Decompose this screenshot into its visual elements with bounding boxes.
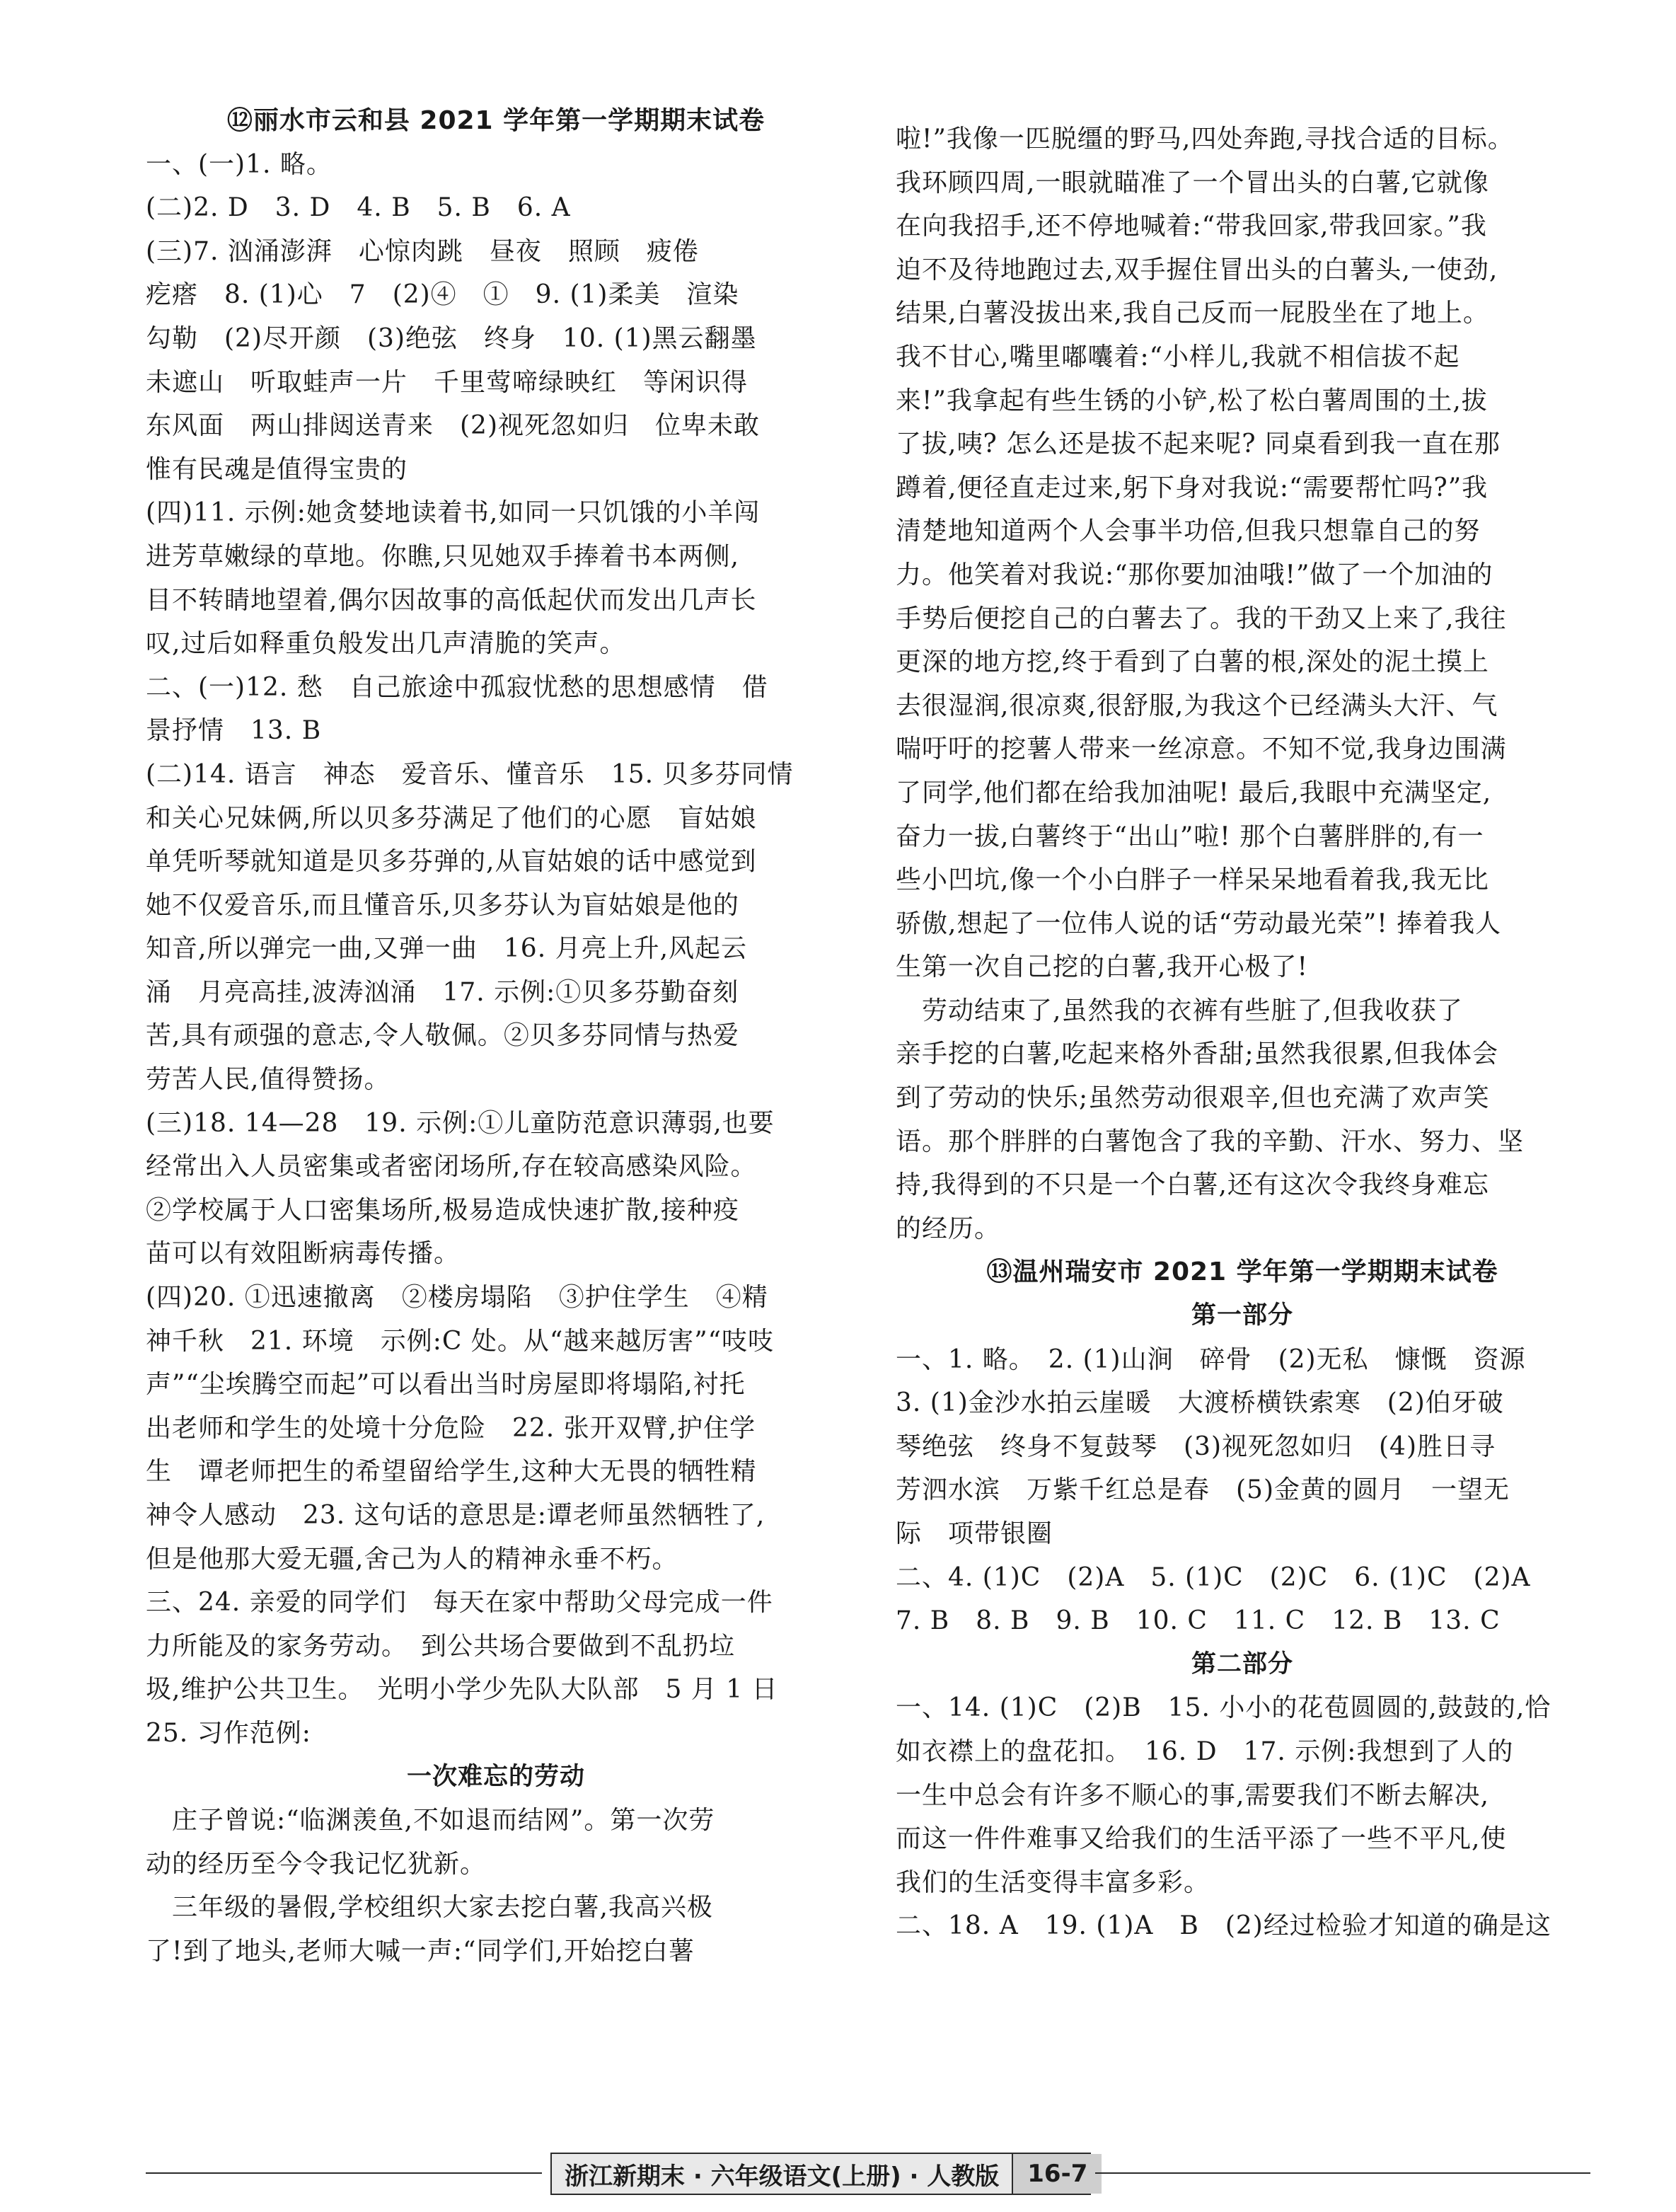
text-line: 神千秋 21. 环境 示例:C 处。从“越来越厉害”“吱吱: [146, 1326, 775, 1356]
text-line: 喘吁吁的挖薯人带来一丝凉意。不知不觉,我身边围满: [896, 735, 1507, 764]
text-line: 更深的地方挖,终于看到了白薯的根,深处的泥土摸上: [896, 647, 1489, 677]
text-line: 到了劳动的快乐;虽然劳动很艰辛,但也充满了欢声笑: [896, 1083, 1490, 1113]
text-line: 三年级的暑假,学校组织大家去挖白薯,我高兴极: [146, 1893, 713, 1923]
part-one-heading: 第一部分: [1191, 1301, 1293, 1330]
text-line: 来!”我拿起有些生锈的小铲,松了松白薯周围的土,拔: [896, 386, 1488, 415]
page-number: 16-7: [1012, 2154, 1102, 2194]
text-line: 惟有民魂是值得宝贵的: [146, 454, 408, 484]
text-line: 苗可以有效阻断病毒传播。: [146, 1239, 461, 1269]
text-line: 一生中总会有许多不顺心的事,需要我们不断去解决,: [896, 1780, 1489, 1810]
text-line: 手势后便挖自己的白薯去了。我的干劲又上来了,我往: [896, 604, 1507, 633]
text-line: 一、(一)1. 略。: [146, 149, 333, 179]
part-one-lines: [896, 1338, 1589, 1643]
text-line: 叹,过后如释重负般发出几声清脆的笑声。: [146, 629, 626, 659]
text-line: 和关心兄妹俩,所以贝多芬满足了他们的心愿 盲姑娘: [146, 803, 757, 833]
text-line: 25. 习作范例:: [146, 1718, 311, 1748]
text-line: 语。那个胖胖的白薯饱含了我的辛勤、汗水、努力、坚: [896, 1127, 1525, 1156]
text-line: 在向我招手,还不停地喊着:“带我回家,带我回家。”我: [896, 212, 1487, 241]
text-line: (四)11. 示例:她贪婪地读着书,如同一只饥饿的小羊闯: [146, 498, 761, 528]
text-line: 出老师和学生的处境十分危险 22. 张开双臂,护住学: [146, 1413, 756, 1443]
essay-continued-lines: [896, 117, 1589, 1250]
text-line: 东风面 两山排闼送青来 (2)视死忽如归 位卑未敢: [146, 411, 760, 441]
text-line: 动的经历至今令我记忆犹新。: [146, 1849, 487, 1879]
text-line: 我不甘心,嘴里嘟囔着:“小样儿,我就不相信拔不起: [896, 342, 1460, 371]
part-two-heading: 第二部分: [1191, 1649, 1293, 1678]
text-line: 劳苦人民,值得赞扬。: [146, 1065, 391, 1095]
text-line: 3. (1)金沙水拍云崖暖 大渡桥横铁索寒 (2)伯牙破: [896, 1388, 1504, 1418]
text-line: (二)14. 语言 神态 爱音乐、懂音乐 15. 贝多芬同情: [146, 759, 794, 789]
text-line: 知音,所以弹完一曲,又弹一曲 16. 月亮上升,风起云: [146, 934, 748, 964]
part-two-lines: [896, 1686, 1589, 1948]
text-line: 亲手挖的白薯,吃起来格外香甜;虽然我很累,但我体会: [896, 1039, 1499, 1069]
exam-title-12: ⑫丽水市云和县 2021 学年第一学期期末试卷: [226, 106, 765, 135]
text-line: 了同学,他们都在给我加油呢! 最后,我眼中充满坚定,: [896, 778, 1492, 807]
text-line: 劳动结束了,虽然我的衣裤有些脏了,但我收获了: [896, 996, 1463, 1025]
text-line: 三、24. 亲爱的同学们 每天在家中帮助父母完成一件: [146, 1588, 773, 1618]
text-line: 的经历。: [896, 1214, 1001, 1243]
right-column: [896, 117, 1589, 1948]
text-line: 力所能及的家务劳动。 到公共场合要做到不乱扔垃: [146, 1631, 736, 1661]
text-line: 勾勒 (2)尽开颜 (3)绝弦 终身 10. (1)黑云翻墨: [146, 323, 757, 353]
text-line: 了拔,咦? 怎么还是拔不起来呢? 同桌看到我一直在那: [896, 430, 1501, 459]
text-line: 但是他那大爱无疆,舍己为人的精神永垂不朽。: [146, 1544, 678, 1574]
text-line: 7. B 8. B 9. B 10. C 11. C 12. B 13. C: [896, 1606, 1501, 1636]
footer-book-title: 浙江新期末 · 六年级语文(上册) · 人教版: [552, 2154, 1012, 2194]
text-line: 琴绝弦 终身不复鼓琴 (3)视死忽如归 (4)胜日寻: [896, 1432, 1496, 1461]
exam-title-13: ⑬温州瑞安市 2021 学年第一学期期末试卷: [986, 1257, 1498, 1287]
text-line: 单凭听琴就知道是贝多芬弹的,从盲姑娘的话中感觉到: [146, 847, 757, 877]
text-line: 二、18. A 19. (1)A B (2)经过检验才知道的确是这: [896, 1911, 1551, 1941]
text-line: 去很湿润,很凉爽,很舒服,为我这个已经满头大汗、气: [896, 691, 1498, 720]
text-line: 神令人感动 23. 这句话的意思是:谭老师虽然牺牲了,: [146, 1501, 765, 1530]
footer-rule-left: [146, 2172, 542, 2174]
text-line: 力。他笑着对我说:“那你要加油哦!”做了一个加油的: [896, 560, 1493, 589]
text-line: 二、4. (1)C (2)A 5. (1)C (2)C 6. (1)C (2)A: [896, 1562, 1531, 1592]
text-line: 骄傲,想起了一位伟人说的话“劳动最光荣”! 捧着我人: [896, 909, 1502, 938]
text-line: 苦,具有顽强的意志,令人敬佩。②贝多芬同情与热爱: [146, 1021, 739, 1051]
text-line: 进芳草嫩绿的草地。你瞧,只见她双手捧着书本两侧,: [146, 541, 739, 571]
text-line: 了!到了地头,老师大喊一声:“同学们,开始挖白薯: [146, 1936, 695, 1966]
essay-lines: [146, 1799, 846, 1973]
text-line: 她不仅爱音乐,而且懂音乐,贝多芬认为盲姑娘是他的: [146, 890, 739, 920]
text-line: 如衣襟上的盘花扣。 16. D 17. 示例:我想到了人的: [896, 1736, 1514, 1766]
text-line: 些小凹坑,像一个小白胖子一样呆呆地看着我,我无比: [896, 865, 1489, 895]
text-line: 际 项带银圈: [896, 1519, 1053, 1548]
footer-banner: [550, 2153, 1091, 2195]
left-column: [146, 99, 846, 1974]
text-line: 啦!”我像一匹脱缰的野马,四处奔跑,寻找合适的目标。: [896, 125, 1514, 154]
text-line: 经常出入人员密集或者密闭场所,存在较高感染风险。: [146, 1152, 757, 1182]
text-line: (二)2. D 3. D 4. B 5. B 6. A: [146, 193, 571, 223]
text-line: 未遮山 听取蛙声一片 千里莺啼绿映红 等闲识得: [146, 367, 749, 397]
text-line: 结果,白薯没拔出来,我自己反而一屁股坐在了地上。: [896, 299, 1489, 328]
text-line: 疙瘩 8. (1)心 7 (2)④ ① 9. (1)柔美 渲染: [146, 280, 739, 310]
text-line: 生第一次自己挖的白薯,我开心极了!: [896, 952, 1308, 982]
text-line: 一、14. (1)C (2)B 15. 小小的花苞圆圆的,鼓鼓的,恰: [896, 1693, 1551, 1723]
text-line: ②学校属于人口密集场所,极易造成快速扩散,接种疫: [146, 1195, 739, 1225]
text-line: 芳泗水滨 万紫千红总是春 (5)金黄的圆月 一望无: [896, 1475, 1510, 1505]
text-line: 蹲着,便径直走过来,躬下身对我说:“需要帮忙吗?”我: [896, 473, 1489, 502]
text-line: 景抒情 13. B: [146, 716, 322, 746]
essay-title: 一次难忘的劳动: [406, 1762, 585, 1791]
text-line: 目不转睛地望着,偶尔因故事的高低起伏而发出几声长: [146, 585, 757, 615]
text-line: 迫不及待地跑过去,双手握住冒出头的白薯头,一使劲,: [896, 255, 1498, 284]
text-line: 我们的生活变得丰富多彩。: [896, 1867, 1210, 1897]
text-line: 生 谭老师把生的希望留给学生,这种大无畏的牺牲精: [146, 1457, 757, 1487]
text-line: 庄子曾说:“临渊羡鱼,不如退而结网”。第一次劳: [146, 1806, 715, 1836]
text-line: 清楚地知道两个人会事半功倍,但我只想靠自己的努: [896, 517, 1481, 546]
text-line: 圾,维护公共卫生。 光明小学少先队大队部 5 月 1 日: [146, 1675, 778, 1705]
text-line: (四)20. ①迅速撤离 ②楼房塌陷 ③护住学生 ④精: [146, 1283, 768, 1313]
left-answer-lines: [146, 143, 846, 1756]
text-line: 二、(一)12. 愁 自己旅途中孤寂忧愁的思想感情 借: [146, 672, 768, 702]
text-line: 声”“尘埃腾空而起”可以看出当时房屋即将塌陷,衬托: [146, 1370, 746, 1400]
text-line: (三)18. 14—28 19. 示例:①儿童防范意识薄弱,也要: [146, 1108, 775, 1138]
text-line: 涌 月亮高挂,波涛汹涌 17. 示例:①贝多芬勤奋刻: [146, 977, 739, 1007]
text-line: 持,我得到的不只是一个白薯,还有这次令我终身难忘: [896, 1170, 1489, 1200]
text-line: 而这一件件难事又给我们的生活平添了一些不平凡,使: [896, 1824, 1507, 1854]
footer-rule-right: [1095, 2172, 1590, 2174]
text-line: 我环顾四周,一眼就瞄准了一个冒出头的白薯,它就像: [896, 168, 1489, 197]
text-line: 奋力一拔,白薯终于“出山”啦! 那个白薯胖胖的,有一: [896, 822, 1484, 851]
text-line: (三)7. 汹涌澎湃 心惊肉跳 昼夜 照顾 疲倦: [146, 236, 699, 266]
text-line: 一、1. 略。 2. (1)山涧 碎骨 (2)无私 慷慨 资源: [896, 1344, 1526, 1374]
